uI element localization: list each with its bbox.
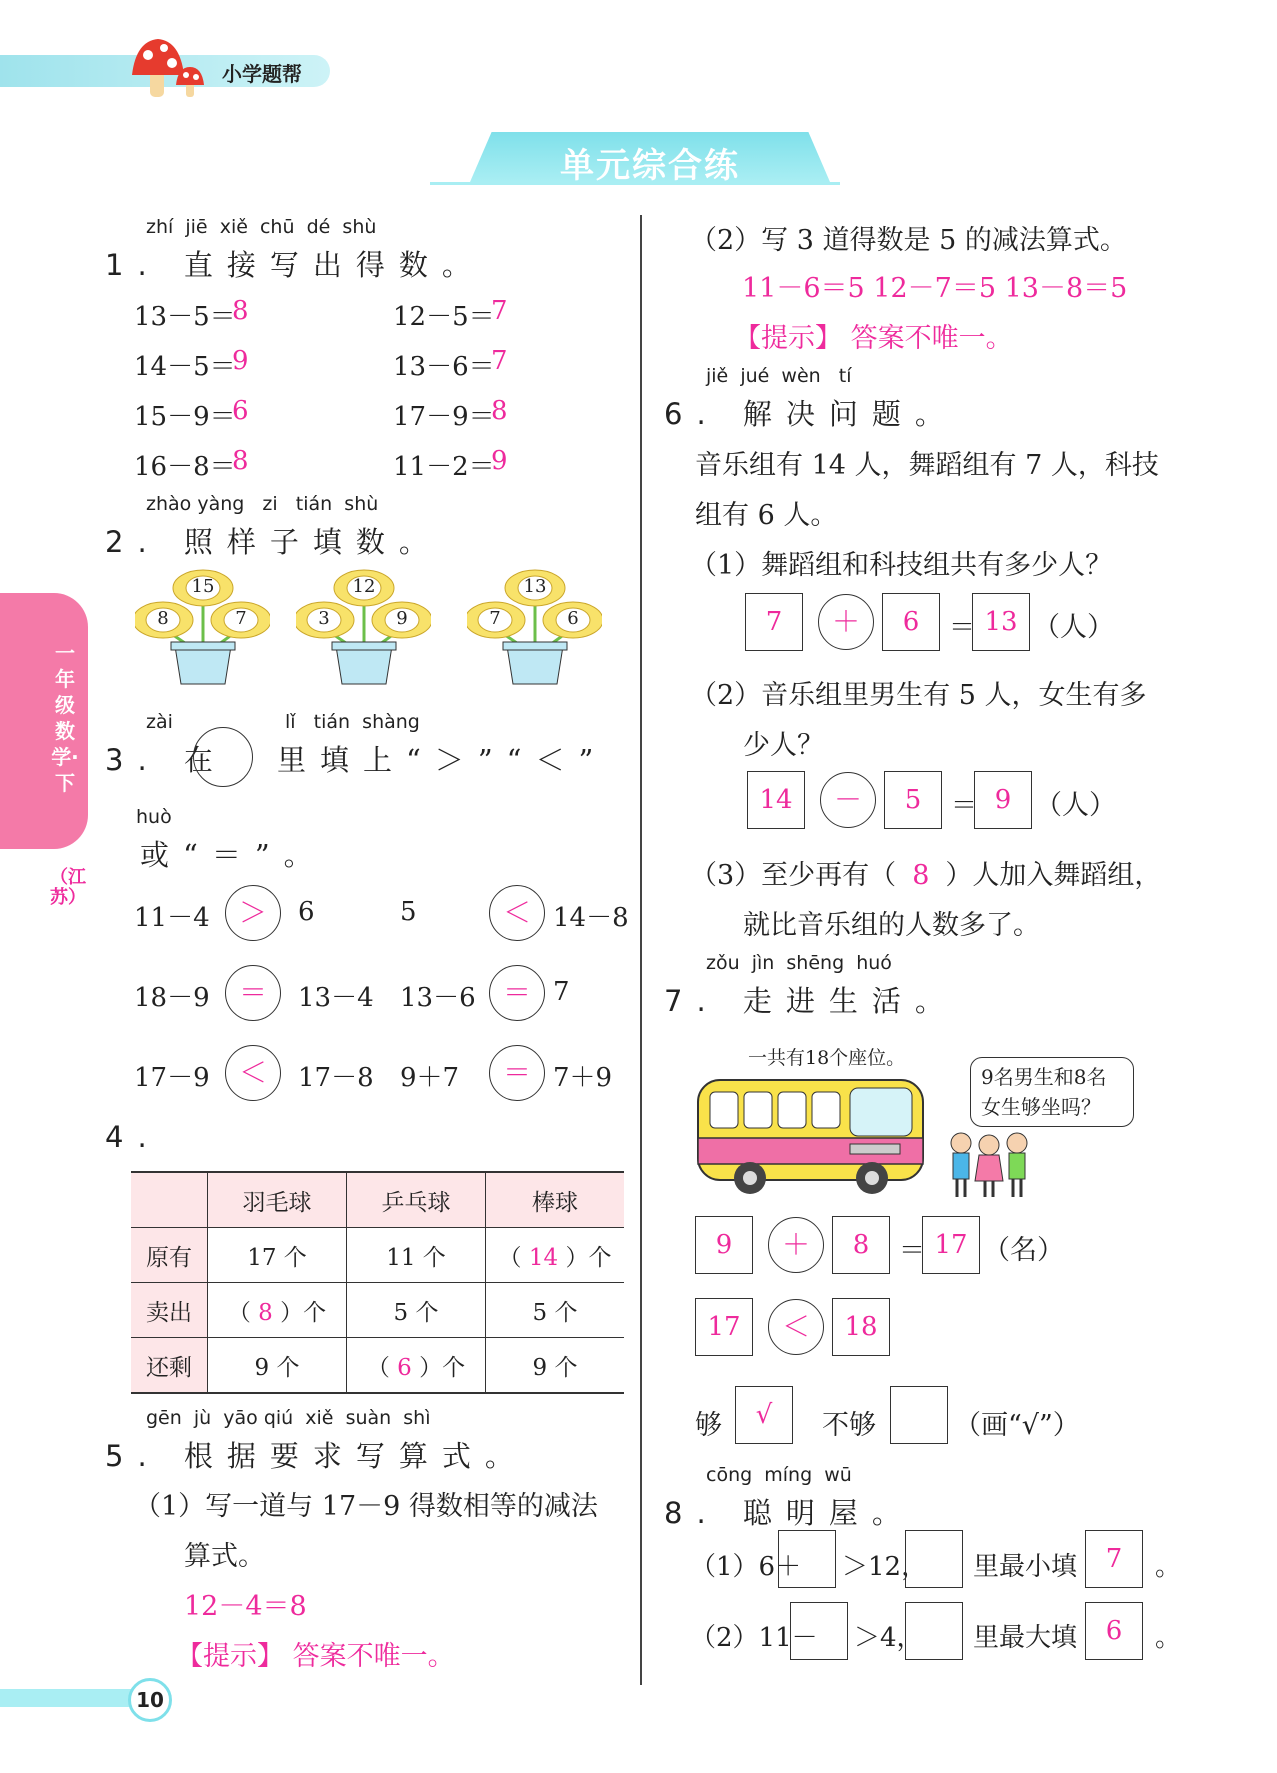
q3-title-b: 里填上“＞”“＜” [277, 743, 608, 777]
q5-part1-answer: 12－4＝8 [184, 1591, 307, 1622]
q8-part1-b: ＞12， [842, 1552, 928, 1582]
flower-top-number: 15 [191, 576, 215, 597]
q8-part1-end: 。 [1155, 1552, 1182, 1582]
q3-number: 3. [105, 743, 161, 777]
q4-cell: 17 个 [208, 1228, 347, 1283]
q7-pinyin: zǒu jìn shēng huó [706, 952, 892, 974]
q6-title [664, 392, 958, 433]
equals-sign: ＝ [949, 613, 976, 643]
result-box[interactable]: 17 [922, 1216, 980, 1274]
q1-expression: 11－2＝ [393, 452, 495, 482]
q1-expression: 17－9＝ [393, 402, 495, 432]
page-title: 单元综合练 [560, 146, 740, 186]
q8-part2-b: ＞4， [854, 1623, 923, 1653]
q8-part2-end: 。 [1155, 1623, 1182, 1653]
result-box[interactable]: 13 [972, 593, 1030, 651]
side-grade-label: 一年级数学·下 [51, 641, 79, 795]
q4-header-cell: 棒球 [486, 1172, 625, 1228]
equation-box[interactable]: 7 [745, 593, 803, 651]
q5-hint [176, 1634, 455, 1673]
q5-number: 5. [105, 1439, 161, 1473]
q2-title [105, 520, 442, 561]
flower-left-number: 3 [318, 608, 330, 629]
q3-compare-circle[interactable]: ＜ [225, 1045, 281, 1101]
q4-header-cell [131, 1172, 208, 1228]
q1-expression: 12－5＝ [393, 302, 495, 332]
q6-intro-cont: 组有 6 人。 [695, 500, 838, 531]
equals-sign: ＝ [951, 791, 978, 821]
operator-circle[interactable]: ＋ [818, 594, 874, 650]
brand-name: 小学题帮 [222, 62, 302, 86]
q1-answer: 8 [491, 396, 508, 426]
q8-title-text: 聪明屋。 [742, 1496, 915, 1530]
operator-circle[interactable]: ＋ [768, 1217, 824, 1273]
q5-hint-2 [734, 316, 1013, 355]
q3-left-expression: 18－9 [134, 983, 210, 1013]
paren-close: ）个 [565, 1244, 612, 1271]
q3-title-text-a: 在 [183, 743, 227, 777]
q3-pinyin-b: lǐ tián shàng [285, 711, 420, 733]
flower-right-number: 6 [567, 608, 579, 629]
unit-label: （人） [1035, 790, 1116, 821]
flower-right-number: 9 [396, 608, 408, 629]
q6-part2: （2）音乐组里男生有 5 人，女生有多 [690, 680, 1147, 711]
q4-table [131, 1171, 624, 1394]
q4-row-label: 原有 [131, 1228, 208, 1283]
flower-right-number: 7 [235, 608, 247, 629]
equation-box[interactable]: 8 [832, 1216, 890, 1274]
q1-title [105, 243, 485, 284]
q5-pinyin: gēn jù yāo qiú xiě suàn shì [146, 1407, 431, 1429]
q4-cell [347, 1338, 486, 1394]
q5-part1-text-cont: 算式。 [184, 1541, 265, 1572]
q6-part3-cont: 就比音乐组的人数多了。 [743, 910, 1040, 941]
q8-part1-a: （1）6＋ [690, 1552, 802, 1582]
q4-number: 4. [105, 1120, 161, 1154]
enough-label: 够 [695, 1410, 722, 1441]
q6-pinyin: jiě jué wèn tí [706, 365, 852, 387]
q8-part2-a: （2）11－ [690, 1623, 818, 1653]
q1-answer: 8 [232, 296, 249, 326]
hint-text: 答案不唯一。 [850, 323, 1013, 354]
q6-part2-cont: 少人？ [743, 730, 824, 761]
equation-box[interactable]: 9 [695, 1216, 753, 1274]
q1-expression: 16－8＝ [134, 452, 236, 482]
unit-label: （人） [1033, 612, 1114, 643]
q8-part1-box[interactable] [778, 1530, 836, 1588]
bus-caption: 一共有18个座位。 [748, 1047, 906, 1069]
unit-label: （名） [983, 1235, 1064, 1266]
q1-expression: 14－5＝ [134, 352, 236, 382]
q6-number: 6. [664, 397, 720, 431]
mushroom-icon [128, 33, 208, 103]
q7-instruction: （画“√”） [954, 1410, 1080, 1441]
equation-box[interactable]: 14 [747, 771, 805, 829]
equation-box[interactable]: 6 [882, 593, 940, 651]
q5-title-text: 根据要求写算式。 [183, 1439, 528, 1473]
column-divider [640, 215, 642, 1685]
q4-header-row [131, 1172, 624, 1228]
q5-title [105, 1434, 528, 1475]
q1-title-text: 直接写出得数。 [183, 248, 485, 282]
q2-number: 2. [105, 525, 161, 559]
children-illustration [945, 1125, 1035, 1205]
q1-expression: 15－9＝ [134, 402, 236, 432]
q6-part3 [690, 853, 1161, 892]
q1-answer: 9 [232, 346, 249, 376]
paren-open: （ [498, 1244, 522, 1271]
q2-pinyin: zhào yàng zi tián shù [146, 493, 379, 515]
q3-left-expression: 5 [400, 897, 417, 927]
q3-right-expression: 6 [298, 897, 315, 927]
q6-intro: 音乐组有 14 人，舞蹈组有 7 人，科技 [695, 450, 1159, 481]
q3-left-expression: 13－6 [400, 983, 476, 1013]
page-number: 10 [128, 1678, 172, 1722]
q8-part1-answer[interactable]: 7 [1085, 1530, 1143, 1588]
q4-answer: 14 [528, 1244, 559, 1271]
q1-number: 1. [105, 248, 161, 282]
table-row [131, 1283, 624, 1338]
q4-cell [486, 1228, 625, 1283]
q4-cell [208, 1283, 347, 1338]
table-row [131, 1228, 624, 1283]
q3-compare-circle[interactable]: ＝ [489, 965, 545, 1021]
flower-top-number: 13 [523, 576, 547, 597]
not-enough-label: 不够 [822, 1410, 876, 1441]
q6-part3-text: （3）至少再有（ [690, 860, 897, 891]
q8-part2-box[interactable] [790, 1602, 848, 1660]
q1-pinyin: zhí jiē xiě chū dé shù [146, 216, 377, 238]
q3-right-expression: 13－4 [298, 983, 374, 1013]
flower-left-number: 7 [489, 608, 501, 629]
q4-cell: 9 个 [208, 1338, 347, 1394]
side-region-label: （江苏） [50, 867, 86, 908]
q8-pinyin: cōng míng wū [706, 1464, 852, 1486]
q1-answer: 9 [491, 446, 508, 476]
q1-expression: 13－5＝ [134, 302, 236, 332]
q3-title-c: 或“＝”。 [140, 838, 327, 872]
q4-row-label: 还剩 [131, 1338, 208, 1394]
q1-answer: 7 [491, 296, 508, 326]
q3-right-expression: 7 [553, 977, 570, 1007]
hint-label: 【提示】 [176, 1641, 284, 1672]
flower-left-number: 8 [157, 608, 169, 629]
q3-sample-circle [193, 727, 253, 787]
q4-header-cell: 乒乓球 [347, 1172, 486, 1228]
not-enough-checkbox[interactable] [890, 1386, 948, 1444]
q6-title-text: 解决问题。 [742, 397, 958, 431]
flower-top-number: 12 [352, 576, 376, 597]
q3-right-expression: 17－8 [298, 1063, 374, 1093]
q3-compare-circle[interactable]: ＜ [489, 885, 545, 941]
q4-header-cell: 羽毛球 [208, 1172, 347, 1228]
q3-right-expression: 7＋9 [553, 1063, 613, 1093]
q7-number: 7. [664, 984, 720, 1018]
q3-left-expression: 9＋7 [400, 1063, 460, 1093]
result-box[interactable]: 9 [974, 771, 1032, 829]
q4-cell: 5 个 [486, 1283, 625, 1338]
q4-answer: 8 [258, 1299, 273, 1326]
q8-part1-box-ref[interactable] [905, 1530, 963, 1588]
q6-part1: （1）舞蹈组和科技组共有多少人？ [690, 550, 1113, 581]
q4-cell: 5 个 [347, 1283, 486, 1338]
q8-title [664, 1491, 915, 1532]
q7-title [664, 979, 958, 1020]
hint-label: 【提示】 [734, 323, 842, 354]
q4-answer: 6 [397, 1354, 412, 1381]
enough-checkbox[interactable]: √ [735, 1386, 793, 1444]
q3-compare-circle[interactable]: ＝ [489, 1045, 545, 1101]
q1-expression: 13－6＝ [393, 352, 495, 382]
q8-part2-answer[interactable]: 6 [1085, 1602, 1143, 1660]
operator-circle[interactable]: ＜ [768, 1299, 824, 1355]
q3-left-expression: 11－4 [134, 903, 210, 933]
q4-row-label: 卖出 [131, 1283, 208, 1338]
q1-answer: 8 [232, 446, 249, 476]
q6-part3-answer: 8 [912, 860, 930, 891]
q8-part2-box-ref[interactable] [905, 1602, 963, 1660]
equals-sign: ＝ [899, 1236, 926, 1266]
operator-circle[interactable]: － [820, 772, 876, 828]
q4-cell: 9 个 [486, 1338, 625, 1394]
q5-part1-text: （1）写一道与 17－9 得数相等的减法 [134, 1491, 598, 1522]
equation-box[interactable]: 18 [832, 1298, 890, 1356]
q1-answer: 7 [491, 346, 508, 376]
q3-left-expression: 17－9 [134, 1063, 210, 1093]
q5-part2-answer: 11－6＝5 12－7＝5 13－8＝5 [742, 273, 1128, 304]
speech-bubble: 9名男生和8名女生够坐吗？ [970, 1057, 1134, 1127]
table-row [131, 1338, 624, 1394]
paren-open: （ [366, 1354, 390, 1381]
q3-compare-circle[interactable]: ＝ [225, 965, 281, 1021]
q2-title-text: 照样子填数。 [183, 525, 442, 559]
q1-answer: 6 [232, 396, 249, 426]
paren-close: ）个 [280, 1299, 327, 1326]
equation-box[interactable]: 5 [884, 771, 942, 829]
q7-title-text: 走进生活。 [742, 984, 958, 1018]
q4-cell: 11 个 [347, 1228, 486, 1283]
q3-compare-circle[interactable]: ＞ [225, 885, 281, 941]
paren-close: ）个 [419, 1354, 466, 1381]
bus-illustration [690, 1070, 940, 1200]
q3-pinyin-a: zài [146, 711, 173, 733]
q8-part1-c: 里最小填 [973, 1552, 1078, 1582]
q5-part2-text: （2）写 3 道得数是 5 的减法算式。 [690, 225, 1127, 256]
q6-part3-text-b: ）人加入舞蹈组， [945, 860, 1162, 891]
hint-text: 答案不唯一。 [292, 1641, 455, 1672]
q3-right-expression: 14－8 [553, 903, 629, 933]
q8-number: 8. [664, 1496, 720, 1530]
q3-pinyin-c: huò [136, 806, 172, 828]
q8-part2-c: 里最大填 [973, 1623, 1078, 1653]
paren-open: （ [227, 1299, 251, 1326]
equation-box[interactable]: 17 [695, 1298, 753, 1356]
